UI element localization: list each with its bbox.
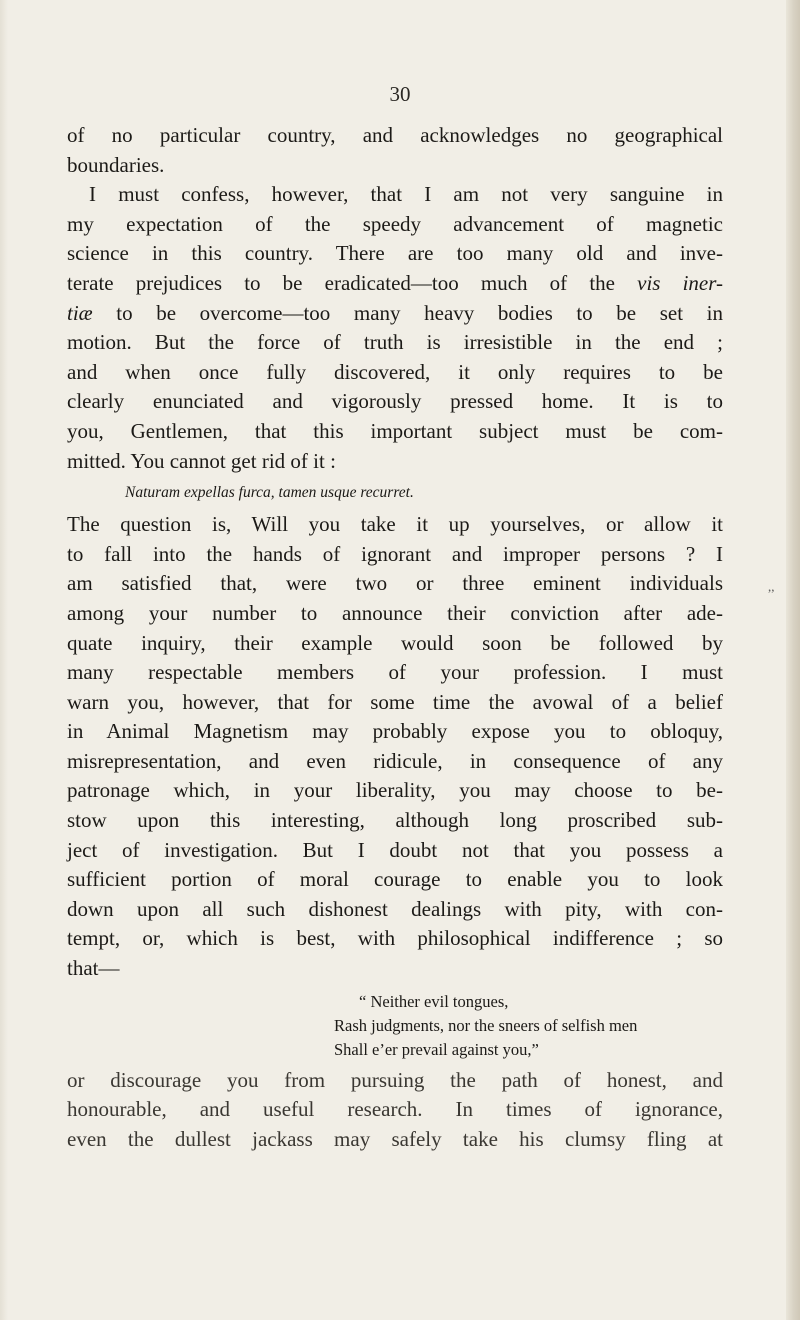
text-line: honourable, and useful research. In times of ignorance, [67, 1097, 723, 1122]
text-line: you, Gentlemen, that this important subject must be com- [67, 418, 723, 443]
text-line: I must confess, however, that I am not very sanguine in [89, 182, 723, 207]
text-line: many respectable members of your profession. I must [67, 660, 723, 685]
margin-mark: ‚‚ [767, 579, 774, 594]
text-line [67, 299, 723, 329]
text-line: down upon all such dishonest dealings with pity, with con- [67, 896, 723, 921]
text-line: The question is, Will you take it up yourselves, or allow it [67, 512, 723, 537]
page-number: 30 [389, 82, 411, 106]
text-line: motion. But the force of truth is irresistible in the end ; [67, 330, 723, 355]
text-line: ject of investigation. But I doubt not that you possess a [67, 837, 723, 862]
italic-phrase: tiæ [67, 300, 93, 325]
text-line: of no particular country, and acknowledges no geographical [67, 123, 723, 147]
italic-phrase: vis iner- [637, 270, 723, 295]
text-line: that— [67, 956, 120, 981]
verse-line: “ Neither evil tongues, [359, 991, 509, 1011]
text-line: even the dullest jackass may safely take his clumsy fling at [67, 1126, 723, 1151]
text-line: misrepresentation, and even ridicule, in consequence of any [67, 748, 723, 773]
text-line: and when once fully discovered, it only requires to be [67, 359, 723, 384]
text-line: my expectation of the speedy advancement of magnetic [67, 211, 723, 236]
text-line: stow upon this interesting, although long proscribed sub- [67, 808, 723, 833]
text-fragment: to be overcome—too many heavy bodies to be set in [92, 300, 723, 325]
page-edge [786, 0, 800, 1320]
text-line: science in this country. There are too many old and inve- [67, 241, 723, 266]
text-line: patronage which, in your liberality, you may choose to be- [67, 778, 723, 803]
verse-line: Rash judgments, nor the sneers of selfish men [334, 1015, 638, 1035]
text-line: tempt, or, which is best, with philosophical indifference ; so [67, 926, 723, 951]
latin-quotation: Naturam expellas furca, tamen usque recurret. [125, 484, 414, 502]
text-line: sufficient portion of moral courage to enable you to look [67, 867, 723, 892]
text-line: in Animal Magnetism may probably expose you to obloquy, [67, 719, 723, 744]
text-line [67, 269, 723, 299]
text-line: among your number to announce their conviction after ade- [67, 600, 723, 625]
text-line: quate inquiry, their example would soon be followed by [67, 630, 723, 655]
text-line: warn you, however, that for some time the avowal of a belief [67, 689, 723, 714]
text-line: boundaries. [67, 152, 165, 177]
text-line: to fall into the hands of ignorant and improper persons ? I [67, 541, 723, 566]
text-line: clearly enunciated and vigorously pressed home. It is to [67, 389, 723, 414]
text-fragment: terate prejudices to be eradicated—too much of the [67, 270, 638, 295]
body-text [67, 121, 723, 1154]
verse-line: Shall e’er prevail against you,” [334, 1039, 539, 1059]
text-line: or discourage you from pursuing the path of honest, and [67, 1067, 723, 1092]
page-gutter-shadow [0, 0, 8, 1320]
text-line: mitted. You cannot get rid of it : [67, 448, 336, 473]
text-line: am satisfied that, were two or three eminent individuals [67, 571, 723, 596]
